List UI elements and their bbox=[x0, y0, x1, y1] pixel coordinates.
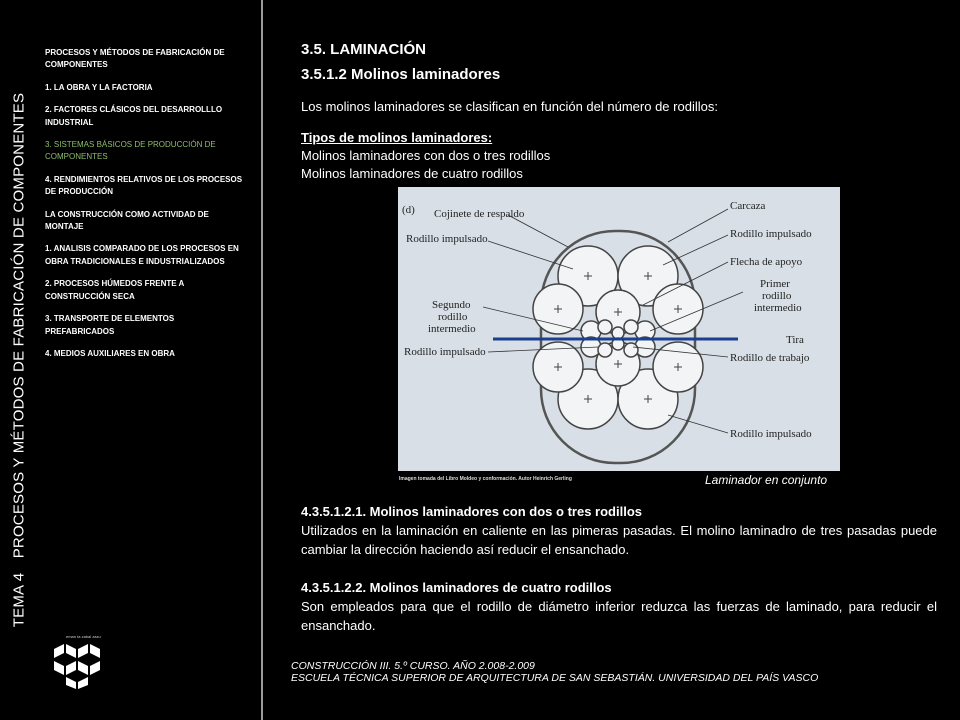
footer bbox=[291, 660, 818, 684]
sidebar-item-medios[interactable]: 4. MEDIOS AUXILIARES EN OBRA bbox=[45, 348, 175, 358]
svg-text:Rodillo impulsado: Rodillo impulsado bbox=[404, 346, 486, 358]
logo-motto: eman ta zabal zazu bbox=[66, 634, 101, 639]
footer-course: CONSTRUCCIÓN III. 5.º CURSO. AÑO 2.008-2.009 bbox=[291, 660, 535, 672]
sidebar-item-obra-factoria[interactable]: 1. LA OBRA Y LA FACTORIA bbox=[45, 82, 153, 92]
section-two-three-rolls bbox=[301, 502, 937, 559]
footer-school: ESCUELA TÉCNICA SUPERIOR DE ARQUITECTURA DE SAN SEBASTIÁN. UNIVERSIDAD DEL PAÍS VASCO bbox=[291, 672, 819, 684]
types-heading: Tipos de molinos laminadores: bbox=[301, 130, 493, 145]
rolling-mill-diagram bbox=[398, 187, 840, 471]
svg-text:intermedio: intermedio bbox=[428, 323, 476, 335]
svg-text:Rodillo impulsado: Rodillo impulsado bbox=[406, 233, 488, 245]
section-title: 4.3.5.1.2.2. Molinos laminadores de cuatro rodillos bbox=[301, 580, 612, 595]
sidebar-item-montaje[interactable]: LA CONSTRUCCIÓN COMO ACTIVIDAD DE MONTAJE bbox=[45, 209, 209, 232]
svg-text:Rodillo impulsado: Rodillo impulsado bbox=[730, 428, 812, 440]
section-body: Utilizados en la laminación en caliente en las pimeras pasadas. El molino laminadro de tres pasadas puede cambiar la dirección haciendo así reducir el ensanchado. bbox=[301, 523, 937, 557]
sidebar-divider bbox=[261, 0, 263, 720]
section-four-rolls bbox=[301, 578, 937, 635]
svg-text:intermedio: intermedio bbox=[754, 302, 802, 314]
figure-label: (d) bbox=[402, 204, 415, 216]
vertical-course-title bbox=[4, 0, 34, 720]
page-subtitle: 3.5.1.2 Molinos laminadores bbox=[301, 66, 501, 83]
vertical-title-text: PROCESOS Y MÉTODOS DE FABRICACIÓN DE COMPONENTES bbox=[10, 92, 28, 559]
sidebar-item-transporte[interactable]: 3. TRANSPORTE DE ELEMENTOS PREFABRICADOS bbox=[45, 314, 175, 336]
svg-text:rodillo: rodillo bbox=[438, 311, 468, 323]
sidebar-item-main[interactable]: PROCESOS Y MÉTODOS DE FABRICACIÓN DE COMPONENTES bbox=[45, 48, 225, 70]
figure-caption: Laminador en conjunto bbox=[705, 473, 828, 487]
svg-text:rodillo: rodillo bbox=[762, 290, 792, 302]
svg-text:Carcaza: Carcaza bbox=[730, 200, 766, 212]
section-body: Son empleados para que el rodillo de diámetro inferior reduzca las fuerzas de laminado, para reducir el ensanchado. bbox=[301, 599, 937, 633]
sidebar-item-rendimientos[interactable]: 4. RENDIMIENTOS RELATIVOS DE LOS PROCESOS DE PRODUCCIÓN bbox=[45, 174, 243, 197]
page-title: 3.5. LAMINACIÓN bbox=[301, 41, 427, 58]
type-item: Molinos laminadores de cuatro rodillos bbox=[301, 166, 523, 181]
image-credit: Imagen tomada del Libro Moldeo y conformación. Autor Heinrich Gerling bbox=[399, 476, 572, 482]
upper-work-roll bbox=[612, 327, 624, 339]
vertical-title-number: TEMA 4 bbox=[10, 572, 28, 628]
sidebar-item-analisis[interactable]: 1. ANALISIS COMPARADO DE LOS PROCESOS EN OBRA TRADICIONALES E INDUSTRIALIZADOS bbox=[45, 244, 239, 266]
svg-text:Flecha de apoyo: Flecha de apoyo bbox=[730, 256, 803, 268]
svg-text:Primer: Primer bbox=[760, 278, 790, 290]
sidebar-item-factores[interactable]: 2. FACTORES CLÁSICOS DEL DESARROLLLO INDUSTRIAL bbox=[45, 105, 223, 127]
svg-text:Cojinete de respaldo: Cojinete de respaldo bbox=[434, 208, 525, 220]
svg-text:Rodillo de trabajo: Rodillo de trabajo bbox=[730, 352, 810, 364]
sidebar-item-sistemas[interactable]: 3. SISTEMAS BÁSICOS DE PRODUCCIÓN DE COMPONENTES bbox=[45, 140, 216, 162]
svg-text:Segundo: Segundo bbox=[432, 299, 471, 311]
type-item: Molinos laminadores con dos o tres rodillos bbox=[301, 148, 551, 163]
section-title: 4.3.5.1.2.1. Molinos laminadores con dos o tres rodillos bbox=[301, 504, 642, 519]
svg-text:Tira: Tira bbox=[786, 334, 804, 346]
sidebar-item-procesos-humedos[interactable]: 2. PROCESOS HÚMEDOS FRENTE A CONSTRUCCIÓN SECA bbox=[45, 279, 184, 301]
sidebar-nav bbox=[45, 47, 245, 370]
university-logo bbox=[50, 633, 110, 691]
intro-text: Los molinos laminadores se clasifican en función del número de rodillos: bbox=[301, 99, 718, 114]
svg-text:Rodillo impulsado: Rodillo impulsado bbox=[730, 228, 812, 240]
types-list bbox=[301, 129, 550, 183]
